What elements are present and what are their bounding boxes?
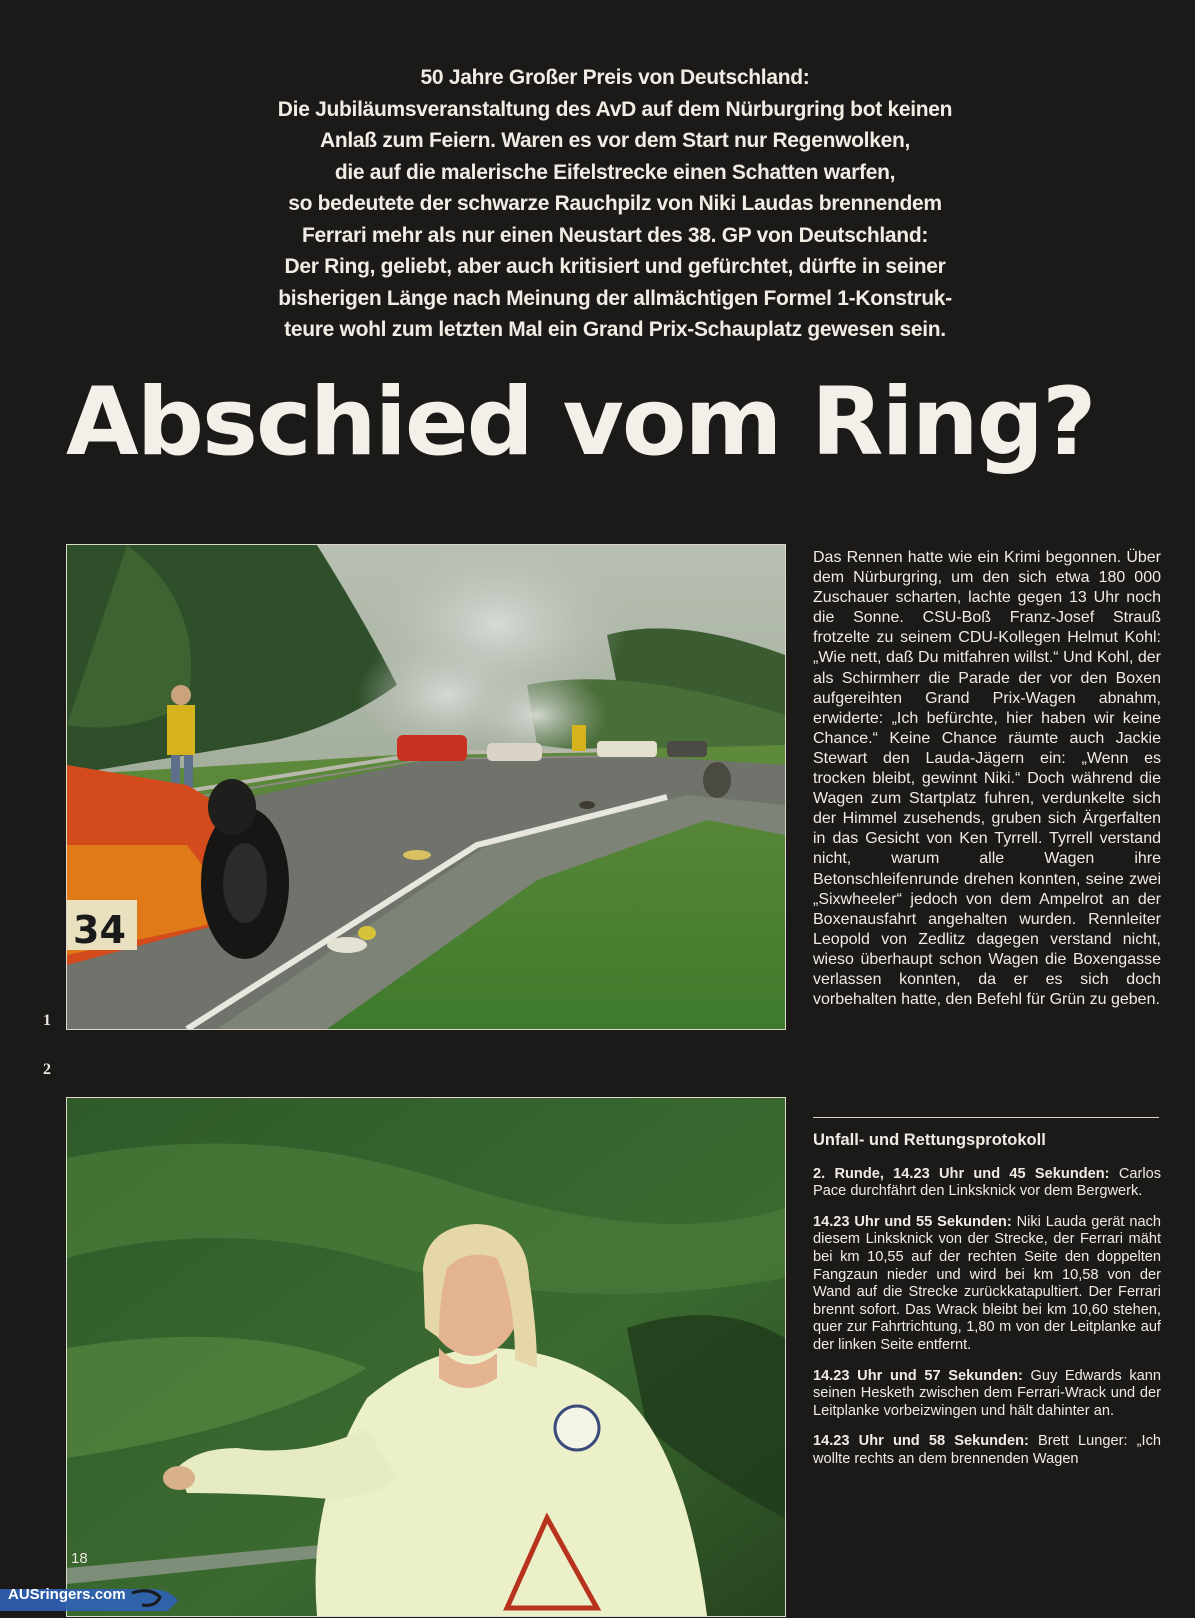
- crash-scene-illustration: [67, 545, 785, 1029]
- protocol-entry: 14.23 Uhr und 57 Sekunden: Guy Edwards kann seinen Hesketh zwischen dem Ferrari-Wrack und der Leitplanke vorbeizwingen und hält dahinter an.: [813, 1367, 1161, 1419]
- watermark-text: AUSringers.com: [8, 1586, 126, 1603]
- accident-protocol: [813, 1132, 1161, 1482]
- intro-line: Der Ring, geliebt, aber auch kritisiert und gefürchtet, dürfte in seiner: [284, 255, 946, 278]
- protocol-entry: 2. Runde, 14.23 Uhr und 45 Sekunden: Carlos Pace durchfährt den Linksknick vor dem Bergwerk.: [813, 1165, 1161, 1200]
- protocol-title: Unfall- und Rettungsprotokoll: [813, 1131, 1046, 1149]
- article-body: [813, 548, 1161, 1010]
- figure-number-2: 2: [43, 1061, 51, 1078]
- driver-running-illustration: [67, 1098, 785, 1616]
- intro-deck: [250, 62, 980, 346]
- intro-line: Anlaß zum Feiern. Waren es vor dem Start nur Regenwolken,: [319, 129, 911, 152]
- section-divider: [813, 1117, 1159, 1118]
- protocol-entry: 14.23 Uhr und 55 Sekunden: Niki Lauda gerät nach diesem Linksknick von der Strecke, der Ferrari mäht bei km 10,55 auf der rechten Seite den doppelten Fangzaun nieder und wird bei km 10,58 von der Wand auf die Strecke zurückkatapultiert. Der Ferrari brennt sofort. Das Wrack bleibt bei km 10,60 stehen, quer zur Fahrtrichtung, 1,80 m von der Leitplanke auf der linken Seite entfernt.: [813, 1213, 1162, 1353]
- intro-line: so bedeutete der schwarze Rauchpilz von Niki Laudas brennendem: [288, 192, 942, 215]
- intro-line: 50 Jahre Großer Preis von Deutschland:: [420, 66, 810, 89]
- article-paragraph: Das Rennen hatte wie ein Krimi begonnen. Über dem Nürburgring, um den sich etwa 180 000 Zuschauer scharten, lachte gegen 13 Uhr noch die Sonne. CSU-Boß Franz-Josef Strauß frotzelte zu seinem CDU-Kollegen Helmut Kohl: „Wie nett, daß Du mitfahren willst.“ Und Kohl, der als Schirmherr die Parade der vor den Boxen aufgereihten Grand Prix-Wagen abnahm, erwiderte: „Ich befürchte, hier haben wir keine Chance.“ Keine Chance räumte auch Jackie Stewart den Lauda-Jägern ein: „Wenn es trocken bleibt, gewinnt Niki.“ Doch während die Wagen zum Startplatz fuhren, verdunkelte sich der Himmel zusehends, gruben sich Ärgerfalten in das Gesicht von Ken Tyrrell. Tyrrell verstand nicht, warum alle Wagen ihre Betonschleifenrunde drehen konnten, seine zwei „Sixwheeler“ jedoch von dem Ampelrot an der Boxenausfahrt angehalten wurden. Rennleiter Leopold von Zedlitz dagegen verstand nicht, wieso überhaupt schon Wagen die Boxengasse verlassen konnten, da er es sich doch vorbehalten hatte, den Befehl für Grün zu geben.: [813, 549, 1161, 1009]
- figure-number-1: 1: [43, 1012, 51, 1029]
- car-number: 34: [73, 908, 126, 952]
- page-number: 18: [71, 1550, 88, 1567]
- protocol-entry: 14.23 Uhr und 58 Sekunden: Brett Lunger: „Ich wollte rechts an dem brennenden Wagen: [813, 1433, 1161, 1467]
- driver-running-photo: [66, 1097, 786, 1617]
- intro-line: die auf die malerische Eifelstrecke einen Schatten warfen,: [334, 160, 896, 184]
- site-watermark: [0, 1583, 190, 1613]
- intro-line: Die Jubiläumsveranstaltung des AvD auf dem Nürburgring bot keinen: [277, 97, 953, 121]
- crash-scene-photo: [66, 544, 786, 1030]
- intro-line: bisherigen Länge nach Meinung der allmächtigen Formel 1-Konstruk-: [278, 286, 952, 310]
- intro-line: teure wohl zum letzten Mal ein Grand Prix-Schauplatz gewesen sein.: [284, 318, 946, 341]
- page-headline: Abschied vom Ring?: [66, 368, 1095, 477]
- intro-line: Ferrari mehr als nur einen Neustart des 38. GP von Deutschland:: [301, 223, 929, 247]
